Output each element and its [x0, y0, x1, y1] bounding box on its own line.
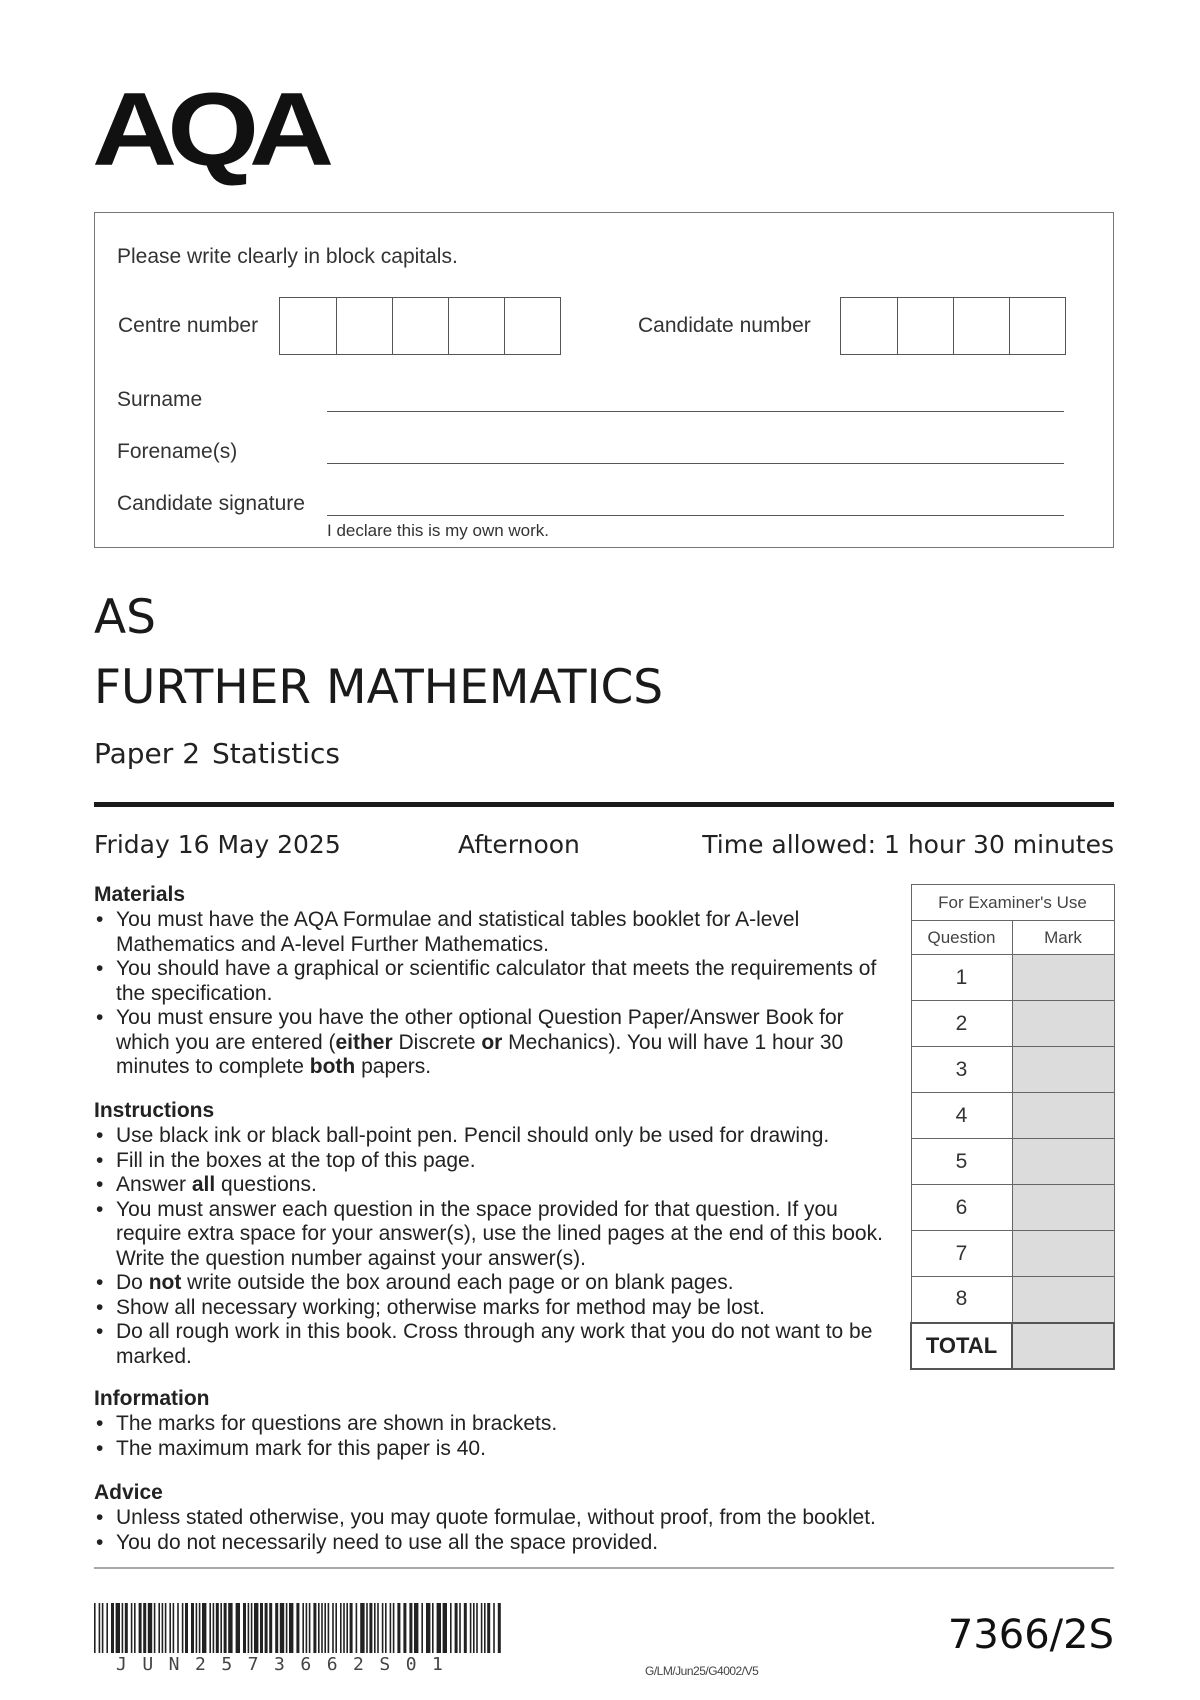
barcode-bar — [443, 1603, 447, 1653]
list-item — [94, 1437, 894, 1462]
barcode-bar — [154, 1603, 156, 1653]
information-heading: Information — [94, 1387, 210, 1410]
examiner-row — [911, 1001, 1114, 1047]
block-capitals-instruction: Please write clearly in block capitals. — [117, 245, 458, 268]
barcode-bar — [360, 1603, 364, 1653]
barcode-bar — [464, 1603, 467, 1653]
information-list — [94, 1412, 894, 1461]
total-mark-cell[interactable] — [1012, 1323, 1114, 1369]
barcode-bar — [162, 1603, 164, 1653]
barcode-image — [94, 1603, 502, 1653]
candidate-number-label: Candidate number — [638, 314, 811, 337]
aqa-logo: AQA — [92, 71, 325, 188]
barcode-bar — [414, 1603, 418, 1653]
barcode-bar — [409, 1603, 412, 1653]
materials-list — [94, 908, 894, 1080]
question-number: 6 — [911, 1185, 1012, 1231]
barcode-text: JUN2573662S01 — [116, 1654, 459, 1675]
examiner-row — [911, 1047, 1114, 1093]
examiner-row — [911, 1139, 1114, 1185]
barcode-bar — [459, 1603, 461, 1653]
text-run: You must have the AQA Formulae and statistical tables booklet for A-level Mathematics and A-level Further Mathematics. — [116, 908, 800, 956]
question-number: 4 — [911, 1093, 1012, 1139]
barcode-bar — [377, 1603, 379, 1653]
barcode-bar — [265, 1603, 268, 1653]
question-number: 3 — [911, 1047, 1012, 1093]
examiner-row — [911, 1231, 1114, 1277]
emphasis-text: or — [481, 1030, 503, 1054]
barcode-bar — [102, 1603, 104, 1653]
candidate-details-box — [94, 212, 1114, 548]
time-allowed: Time allowed: 1 hour 30 minutes — [702, 830, 1114, 859]
text-run: Use black ink or black ball-point pen. Pencil should only be used for drawing. — [116, 1124, 830, 1147]
text-run: write outside the box around each page or on blank pages. — [181, 1271, 734, 1294]
barcode-bar — [122, 1603, 124, 1653]
mark-cell[interactable] — [1012, 1001, 1114, 1047]
barcode-bar — [313, 1603, 316, 1653]
barcode-bar — [158, 1603, 160, 1653]
emphasis-text: all — [191, 1173, 216, 1196]
surname-label: Surname — [117, 388, 203, 411]
barcode-bar — [209, 1603, 211, 1653]
paper-number: Paper 2 — [94, 737, 201, 770]
advice-list — [94, 1506, 1094, 1555]
mark-column-header: Mark — [1012, 921, 1114, 955]
subject-title: FURTHER MATHEMATICS — [94, 660, 664, 715]
declaration-text: I declare this is my own work. — [327, 521, 550, 540]
list-item — [94, 1124, 894, 1149]
barcode-bar — [450, 1603, 452, 1653]
barcode-bar — [243, 1603, 246, 1653]
barcode-bar — [220, 1603, 222, 1653]
barcode-bar — [296, 1603, 299, 1653]
text-run: papers. — [355, 1055, 432, 1078]
text-run: You must answer each question in the space provided for that question. If you require extra space for your answer(s), use the lined pages at the end of this book. Write the question number against your answer(s). — [116, 1197, 883, 1270]
text-run: Do — [116, 1271, 149, 1294]
barcode-bar — [191, 1603, 194, 1653]
barcode-bar — [426, 1603, 430, 1653]
signature-label: Candidate signature — [117, 492, 305, 515]
barcode-bar — [185, 1603, 188, 1653]
barcode-bar — [134, 1603, 136, 1653]
barcode-bar — [356, 1603, 358, 1653]
barcode-bar — [470, 1603, 472, 1653]
barcode-bar — [421, 1603, 423, 1653]
barcode-bar — [437, 1603, 441, 1653]
emphasis-text: both — [309, 1055, 356, 1078]
text-run: Discrete — [392, 1030, 482, 1054]
barcode-bar — [213, 1603, 215, 1653]
barcode-bar — [236, 1603, 240, 1653]
exam-session: Afternoon — [458, 830, 580, 859]
barcode-bar — [343, 1603, 345, 1653]
text-run: Fill in the boxes at the top of this page. — [116, 1148, 476, 1172]
centre-number-digit[interactable] — [336, 298, 392, 354]
total-label: TOTAL — [911, 1323, 1012, 1369]
barcode-bar — [369, 1603, 372, 1653]
examiner-row — [911, 1093, 1114, 1139]
barcode-bar — [493, 1603, 495, 1653]
barcode-bar — [280, 1603, 284, 1653]
examiner-row — [911, 1185, 1114, 1231]
candidate-number-digit[interactable] — [953, 298, 1009, 354]
barcode-bar — [169, 1603, 171, 1653]
barcode-bar — [309, 1603, 311, 1653]
document-reference: G/LM/Jun25/G4002/V5 — [645, 1664, 759, 1678]
list-item — [94, 1271, 894, 1296]
list-item — [94, 1320, 894, 1369]
text-run: Mechanics). You will have 1 hour 30 minutes to complete — [116, 1030, 844, 1078]
barcode-bar — [393, 1603, 395, 1653]
question-number: 1 — [911, 955, 1012, 1001]
text-run: The maximum mark for this paper is 40. — [116, 1436, 486, 1460]
forenames-line[interactable] — [327, 463, 1064, 464]
examiner-row — [911, 955, 1114, 1001]
mark-cell[interactable] — [1012, 1231, 1114, 1277]
list-item — [94, 1198, 894, 1272]
emphasis-text: either — [335, 1030, 393, 1054]
instructions-heading: Instructions — [94, 1099, 215, 1122]
mark-cell[interactable] — [1012, 1185, 1114, 1231]
question-number: 8 — [911, 1277, 1012, 1323]
list-item — [94, 957, 894, 1006]
barcode-bar — [366, 1603, 368, 1653]
text-run: You must ensure you have the other optional Question Paper/Answer Book for which you are entered ( — [116, 1006, 844, 1054]
text-run: You should have a graphical or scientific calculator that meets the requirements of the specification. — [116, 957, 877, 1005]
barcode-bar — [228, 1603, 232, 1653]
question-number: 2 — [911, 1001, 1012, 1047]
centre-number-digit[interactable] — [504, 298, 560, 354]
paper-code: 7366/2S — [947, 1612, 1114, 1658]
information-section — [94, 1386, 894, 1461]
barcode-bar — [374, 1603, 376, 1653]
barcode-bar — [350, 1603, 353, 1653]
instructions-section — [94, 1098, 894, 1369]
text-run: The marks for questions are shown in brackets. — [116, 1412, 558, 1435]
text-run: Show all necessary working; otherwise marks for method may be lost. — [116, 1295, 765, 1319]
mark-cell[interactable] — [1012, 1047, 1114, 1093]
barcode-bar — [143, 1603, 146, 1653]
barcode-bar — [106, 1603, 108, 1653]
barcode-bar — [390, 1603, 392, 1653]
surname-line[interactable] — [327, 411, 1064, 412]
barcode-bar — [99, 1603, 101, 1653]
barcode-bar — [216, 1603, 219, 1653]
examiner-use-table — [910, 884, 1115, 1370]
barcode-bar — [139, 1603, 142, 1653]
barcode-bar — [498, 1603, 501, 1653]
text-run: Unless stated otherwise, you may quote formulae, without proof, from the booklet. — [116, 1506, 876, 1529]
barcode-bar — [484, 1603, 486, 1653]
centre-number-digit[interactable] — [392, 298, 448, 354]
list-item — [94, 1149, 894, 1174]
barcode-bar — [306, 1603, 308, 1653]
barcode-bar — [289, 1603, 293, 1653]
text-run: Do all rough work in this book. Cross through any work that you do not want to be marked. — [116, 1320, 873, 1368]
text-run: You do not necessarily need to use all the space provided. — [116, 1530, 659, 1554]
examiner-row — [911, 1277, 1114, 1323]
text-run: Answer — [116, 1173, 192, 1196]
barcode-bar — [318, 1603, 320, 1653]
barcode-bar — [286, 1603, 288, 1653]
centre-number-digit[interactable] — [280, 298, 336, 354]
barcode-bar — [251, 1603, 253, 1653]
mark-cell[interactable] — [1012, 955, 1114, 1001]
signature-line[interactable] — [327, 515, 1064, 516]
mark-cell[interactable] — [1012, 1093, 1114, 1139]
barcode-bar — [248, 1603, 250, 1653]
candidate-number-boxes[interactable] — [840, 297, 1066, 355]
barcode-bar — [275, 1603, 278, 1653]
exam-date: Friday 16 May 2025 — [94, 830, 341, 859]
barcode-bar — [182, 1603, 184, 1653]
barcode-bar — [116, 1603, 120, 1653]
barcode-bar — [473, 1603, 475, 1653]
mark-cell[interactable] — [1012, 1277, 1114, 1323]
barcode-bar — [340, 1603, 342, 1653]
barcode-bar — [94, 1603, 96, 1653]
list-item — [94, 1296, 894, 1321]
title-rule — [94, 802, 1114, 807]
barcode-bar — [165, 1603, 167, 1653]
barcode-bar — [202, 1603, 206, 1653]
emphasis-text: not — [148, 1271, 182, 1294]
barcode-bar — [335, 1603, 337, 1653]
barcode-bar — [269, 1603, 272, 1653]
barcode-bar — [148, 1603, 152, 1653]
candidate-number-digit[interactable] — [897, 298, 953, 354]
list-item — [94, 1531, 1094, 1556]
text-run: questions. — [215, 1173, 317, 1196]
list-item — [94, 1006, 894, 1080]
barcode-bar — [385, 1603, 387, 1653]
centre-number-boxes[interactable] — [279, 297, 561, 355]
examiner-table-title: For Examiner's Use — [911, 885, 1114, 921]
mark-cell[interactable] — [1012, 1139, 1114, 1185]
barcode-bar — [111, 1603, 114, 1653]
question-number: 7 — [911, 1231, 1012, 1277]
candidate-number-digit[interactable] — [841, 298, 897, 354]
barcode-bar — [382, 1603, 384, 1653]
candidate-number-digit[interactable] — [1009, 298, 1065, 354]
barcode-bar — [254, 1603, 258, 1653]
footer-rule — [94, 1567, 1114, 1569]
barcode-bar — [177, 1603, 179, 1653]
barcode-bar — [487, 1603, 490, 1653]
total-row — [911, 1323, 1114, 1369]
barcode-bar — [224, 1603, 227, 1653]
list-item — [94, 908, 894, 957]
barcode-bar — [302, 1603, 304, 1653]
materials-section — [94, 882, 894, 1080]
barcode-bar — [403, 1603, 406, 1653]
instructions-list — [94, 1124, 894, 1369]
barcode-bar — [125, 1603, 128, 1653]
qualification-level: AS — [94, 590, 156, 645]
paper-title — [94, 737, 340, 770]
paper-name: Statistics — [212, 737, 341, 770]
question-number: 5 — [911, 1139, 1012, 1185]
barcode-bar — [432, 1603, 434, 1653]
advice-heading: Advice — [94, 1481, 163, 1504]
barcode-bar — [346, 1603, 348, 1653]
barcode-bar — [321, 1603, 323, 1653]
barcode-bar — [476, 1603, 478, 1653]
barcode-bar — [131, 1603, 133, 1653]
barcode-bar — [196, 1603, 198, 1653]
advice-section — [94, 1480, 1094, 1555]
barcode-bar — [173, 1603, 175, 1653]
question-column-header: Question — [911, 921, 1012, 955]
barcode-bar — [332, 1603, 334, 1653]
barcode-bar — [481, 1603, 483, 1653]
barcode-bar — [328, 1603, 330, 1653]
list-item — [94, 1412, 894, 1437]
forenames-label: Forename(s) — [117, 440, 238, 463]
barcode-bar — [260, 1603, 263, 1653]
list-item — [94, 1173, 894, 1198]
list-item — [94, 1506, 1094, 1531]
barcode-bar — [455, 1603, 458, 1653]
barcode-bar — [397, 1603, 400, 1653]
barcode-bar — [199, 1603, 201, 1653]
centre-number-digit[interactable] — [448, 298, 504, 354]
materials-heading: Materials — [94, 883, 186, 906]
barcode-bar — [324, 1603, 326, 1653]
centre-number-label: Centre number — [118, 314, 259, 337]
